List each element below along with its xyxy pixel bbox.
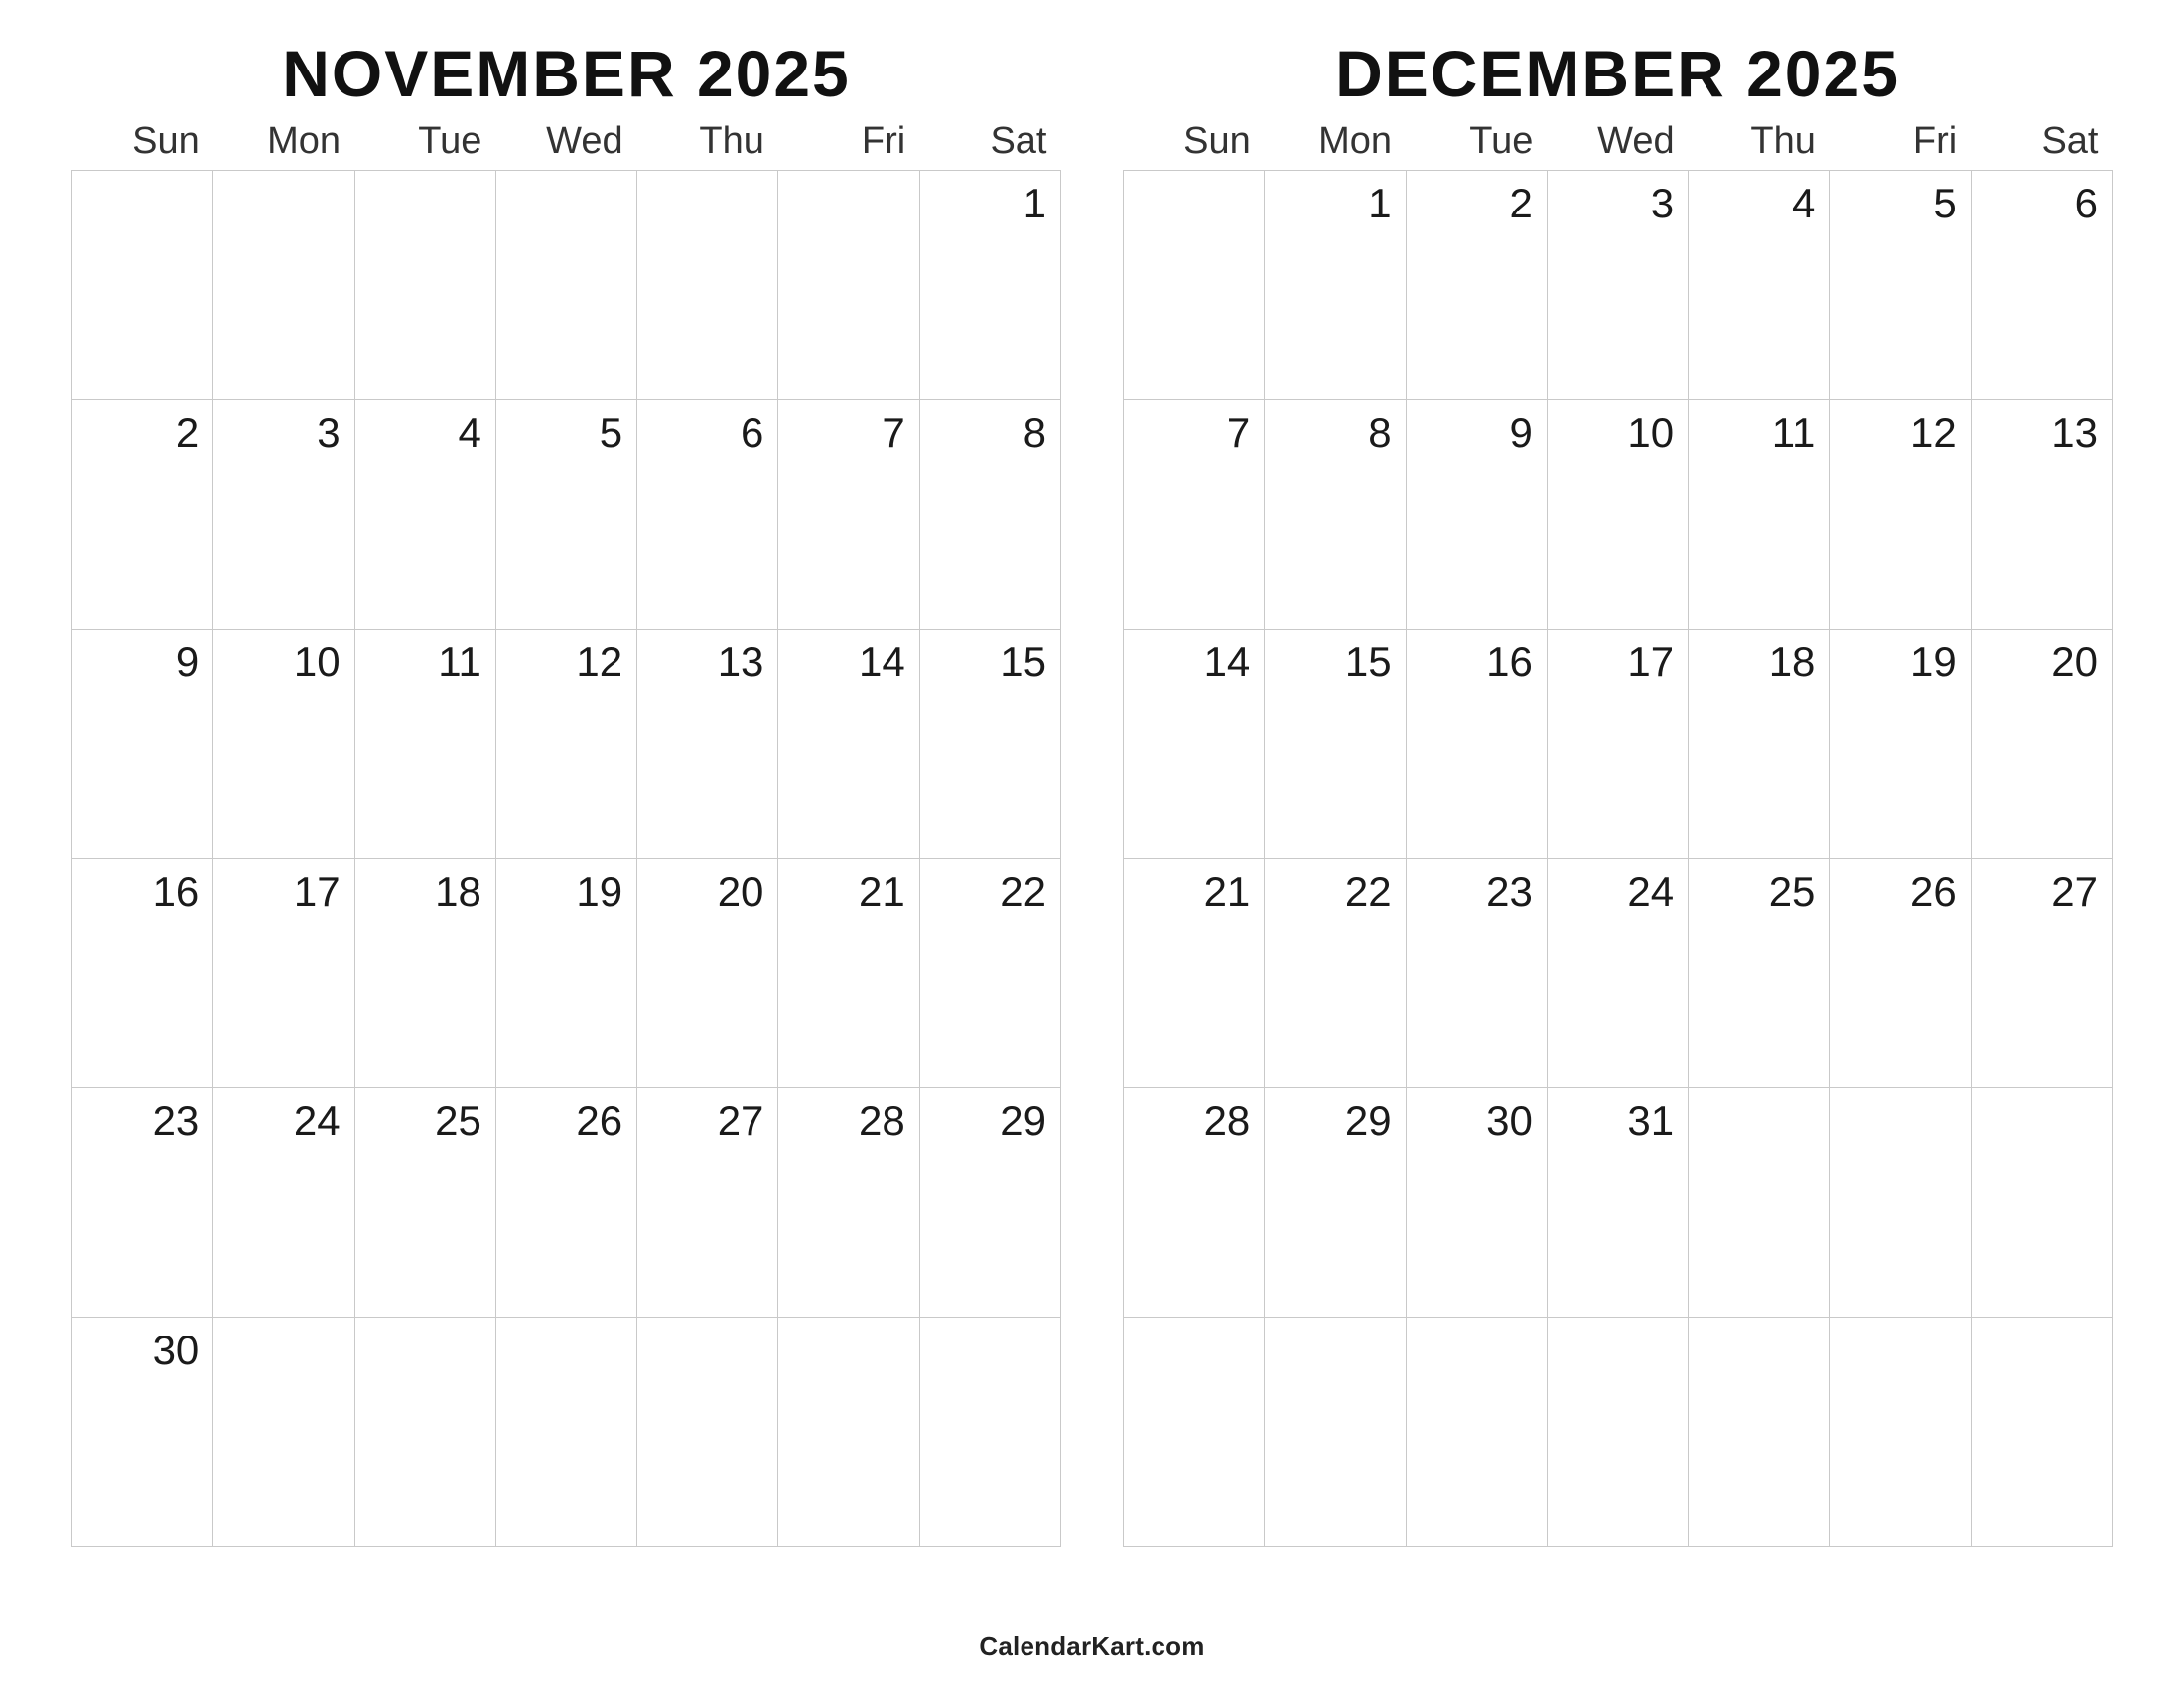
day-cell[interactable]: 5 [1830,171,1971,400]
footer [71,1631,2113,1688]
calendar-week-row [72,1318,1061,1547]
day-cell[interactable] [495,171,636,400]
calendar-week-row [72,859,1061,1088]
day-cell[interactable]: 24 [213,1088,354,1318]
day-cell[interactable]: 4 [1689,171,1830,400]
day-cell[interactable] [1971,1318,2112,1547]
day-cell[interactable]: 6 [1971,171,2112,400]
day-cell[interactable]: 15 [1265,630,1406,859]
day-cell[interactable] [1124,1318,1265,1547]
day-cell[interactable]: 28 [778,1088,919,1318]
day-cell[interactable]: 2 [72,400,213,630]
weekday-sat: Sat [2041,120,2099,163]
weekday-thu: Thu [1750,120,1816,163]
day-cell[interactable]: 31 [1547,1088,1688,1318]
day-cell[interactable]: 10 [213,630,354,859]
day-cell[interactable]: 20 [1971,630,2112,859]
day-cell[interactable]: 21 [778,859,919,1088]
weekday-tue: Tue [1469,120,1534,163]
day-cell[interactable]: 8 [919,400,1060,630]
day-cell[interactable]: 26 [495,1088,636,1318]
month-november [71,37,1061,1547]
day-cell[interactable]: 18 [354,859,495,1088]
day-cell[interactable] [1830,1318,1971,1547]
day-cell[interactable]: 12 [1830,400,1971,630]
day-cell[interactable] [1971,1088,2112,1318]
site-brand-label: CalendarKart.com [979,1631,1205,1661]
day-cell[interactable]: 10 [1547,400,1688,630]
day-cell[interactable]: 14 [1124,630,1265,859]
day-cell[interactable] [1265,1318,1406,1547]
day-cell[interactable]: 5 [495,400,636,630]
day-cell[interactable]: 3 [213,400,354,630]
day-cell[interactable]: 29 [1265,1088,1406,1318]
day-cell[interactable]: 1 [1265,171,1406,400]
day-cell[interactable] [637,171,778,400]
day-cell[interactable]: 7 [778,400,919,630]
day-cell[interactable]: 18 [1689,630,1830,859]
day-cell[interactable]: 22 [919,859,1060,1088]
calendar-week-row [72,400,1061,630]
day-cell[interactable] [778,1318,919,1547]
calendar-grid-december [1123,122,2113,1547]
calendar-week-row [72,630,1061,859]
day-cell[interactable] [637,1318,778,1547]
day-cell[interactable] [354,171,495,400]
day-cell[interactable] [354,1318,495,1547]
day-cell[interactable]: 13 [1971,400,2112,630]
weekday-wed: Wed [1597,120,1675,163]
day-cell[interactable] [213,171,354,400]
calendar-week-row [1124,1318,2113,1547]
day-cell[interactable]: 28 [1124,1088,1265,1318]
weekday-thu: Thu [699,120,764,163]
calendar-week-row [1124,171,2113,400]
day-cell[interactable] [1124,171,1265,400]
calendar-week-row [72,1088,1061,1318]
month-december [1123,37,2113,1547]
day-cell[interactable]: 17 [1547,630,1688,859]
day-cell[interactable]: 25 [1689,859,1830,1088]
day-cell[interactable]: 21 [1124,859,1265,1088]
weekday-fri: Fri [1912,120,1958,163]
calendar-week-row [1124,1088,2113,1318]
day-cell[interactable] [919,1318,1060,1547]
day-cell[interactable]: 2 [1406,171,1547,400]
day-cell[interactable]: 24 [1547,859,1688,1088]
weekday-sun: Sun [1183,120,1251,163]
weekday-wed: Wed [546,120,623,163]
weekday-mon: Mon [267,120,341,163]
month-title-december: DECEMBER 2025 [1335,37,1900,110]
day-cell[interactable]: 17 [213,859,354,1088]
day-cell[interactable] [1689,1088,1830,1318]
day-cell[interactable]: 4 [354,400,495,630]
day-cell[interactable]: 19 [495,859,636,1088]
day-cell[interactable]: 27 [637,1088,778,1318]
calendar-week-row [1124,630,2113,859]
day-cell[interactable] [1830,1088,1971,1318]
day-cell[interactable] [495,1318,636,1547]
day-cell[interactable]: 3 [1547,171,1688,400]
calendar-grid-november [71,122,1061,1547]
calendar-week-row [1124,400,2113,630]
day-cell[interactable]: 27 [1971,859,2112,1088]
calendar-week-row [72,171,1061,400]
day-cell[interactable]: 15 [919,630,1060,859]
day-cell[interactable]: 20 [637,859,778,1088]
day-cell[interactable]: 23 [72,1088,213,1318]
day-cell[interactable]: 7 [1124,400,1265,630]
weekday-header-row [72,122,1061,171]
day-cell[interactable]: 9 [1406,400,1547,630]
day-cell[interactable] [213,1318,354,1547]
day-cell[interactable]: 25 [354,1088,495,1318]
day-cell[interactable]: 30 [72,1318,213,1547]
day-cell[interactable]: 29 [919,1088,1060,1318]
day-cell[interactable]: 30 [1406,1088,1547,1318]
day-cell[interactable]: 16 [1406,630,1547,859]
day-cell[interactable] [1689,1318,1830,1547]
weekday-header-row [1124,122,2113,171]
day-cell[interactable]: 11 [354,630,495,859]
weekday-tue: Tue [418,120,482,163]
calendar-week-row [1124,859,2113,1088]
day-cell[interactable] [1547,1318,1688,1547]
day-cell[interactable]: 22 [1265,859,1406,1088]
weekday-fri: Fri [861,120,906,163]
weekday-sat: Sat [990,120,1047,163]
day-cell[interactable]: 1 [919,171,1060,400]
day-cell[interactable]: 8 [1265,400,1406,630]
weekday-sun: Sun [132,120,200,163]
day-cell[interactable]: 12 [495,630,636,859]
months-container [71,37,2113,1547]
day-cell[interactable]: 14 [778,630,919,859]
day-cell[interactable]: 26 [1830,859,1971,1088]
day-cell[interactable]: 11 [1689,400,1830,630]
day-cell[interactable]: 23 [1406,859,1547,1088]
day-cell[interactable] [72,171,213,400]
weekday-mon: Mon [1318,120,1393,163]
day-cell[interactable] [778,171,919,400]
day-cell[interactable]: 16 [72,859,213,1088]
month-title-november: NOVEMBER 2025 [282,37,851,110]
day-cell[interactable] [1406,1318,1547,1547]
day-cell[interactable]: 13 [637,630,778,859]
day-cell[interactable]: 19 [1830,630,1971,859]
day-cell[interactable]: 6 [637,400,778,630]
day-cell[interactable]: 9 [72,630,213,859]
